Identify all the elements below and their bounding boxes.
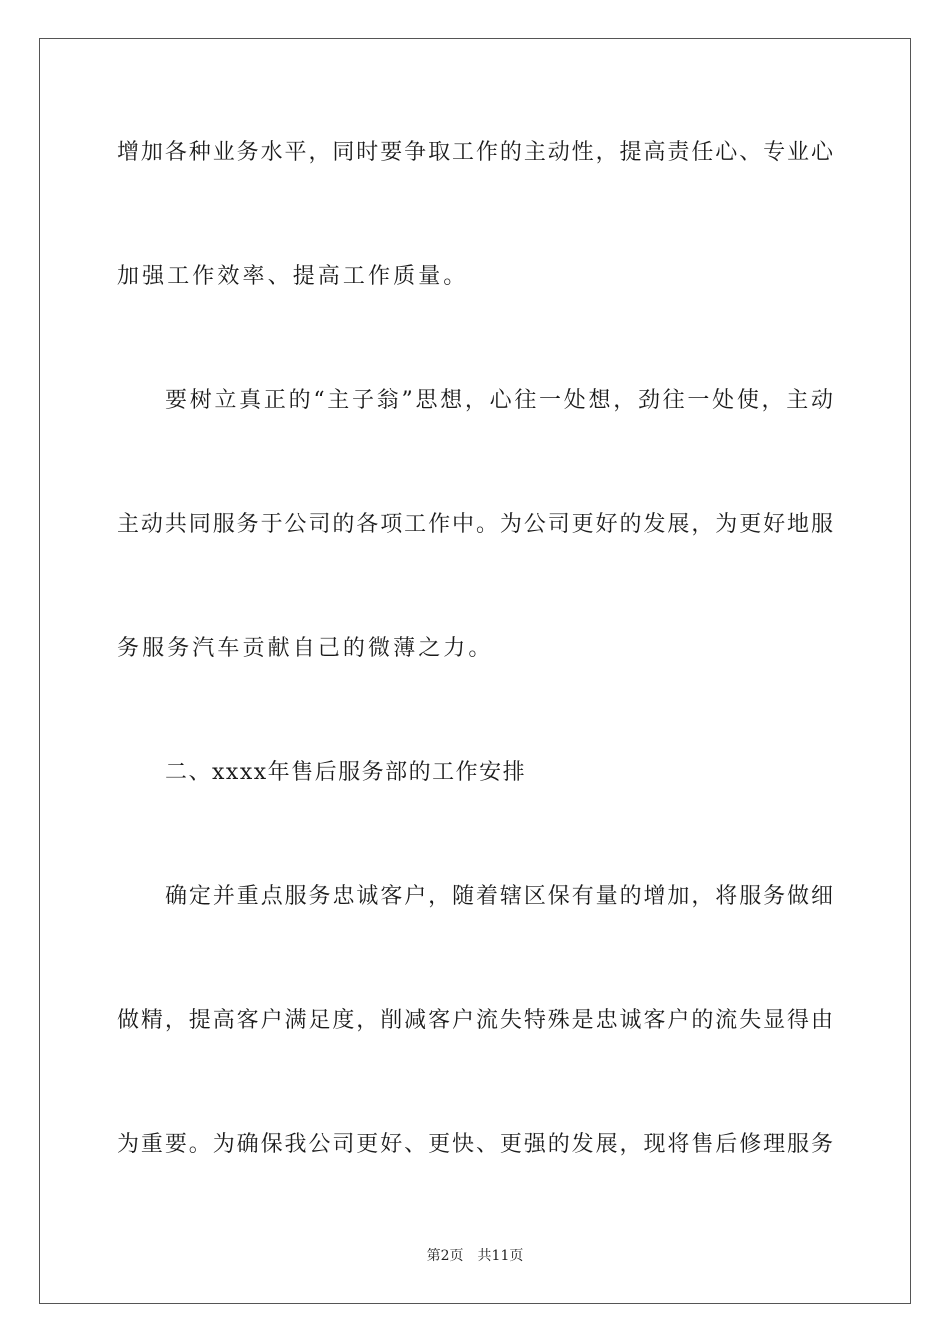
page-number: 第2页 [426,1248,464,1264]
section-heading: 二、xxxx年售后服务部的工作安排 [165,760,527,785]
paragraph-line-3: 要树立真正的“主子翁”思想，心往一处想，劲往一处使，主动 [165,388,833,413]
paragraph-line-7: 确定并重点服务忠诚客户，随着辖区保有量的增加，将服务做细 [165,884,833,909]
page-total: 共11页 [477,1248,524,1264]
paragraph-line-5: 务服务汽车贡献自己的微薄之力。 [117,636,494,661]
page-border [39,38,911,1304]
paragraph-line-2: 加强工作效率、提高工作质量。 [117,264,469,289]
paragraph-line-1: 增加各种业务水平，同时要争取工作的主动性，提高责任心、专业心 [117,140,833,165]
page-footer [0,1246,950,1266]
paragraph-line-9: 为重要。为确保我公司更好、更快、更强的发展，现将售后修理服务 [117,1132,833,1157]
paragraph-line-8: 做精，提高客户满足度，削减客户流失特殊是忠诚客户的流失显得由 [117,1008,833,1033]
paragraph-line-4: 主动共同服务于公司的各项工作中。为公司更好的发展，为更好地服 [117,512,833,537]
